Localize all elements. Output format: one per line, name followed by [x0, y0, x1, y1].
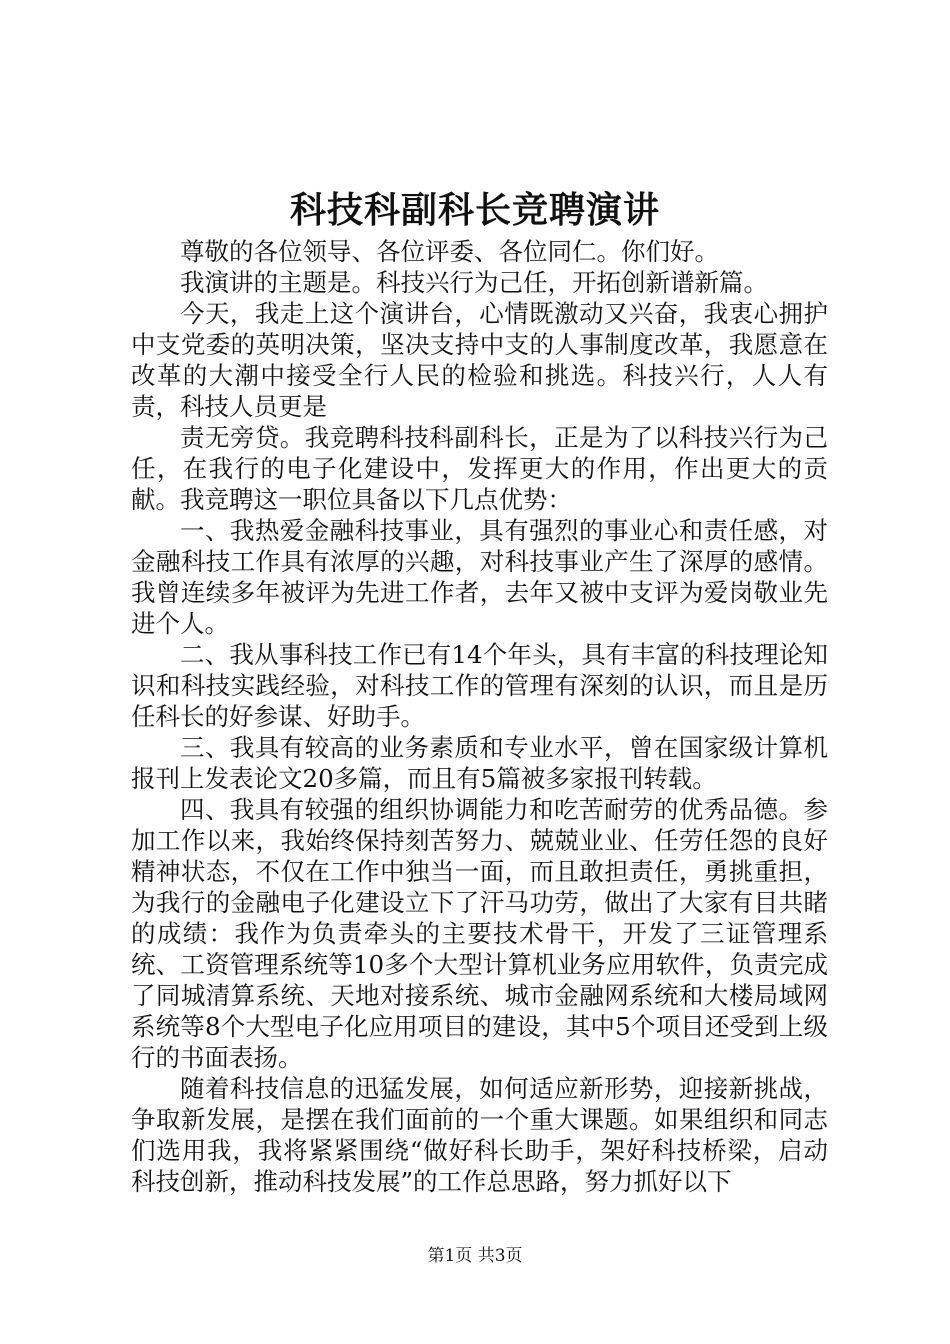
document-title: 科技科副科长竞聘演讲: [289, 189, 660, 231]
paragraph-intro: 今天，我走上这个演讲台，心情既激动又兴奋，我衷心拥护中支党委的英明决策，坚决支持中支的人事制度改革，我愿意在改革的大潮中接受全行人民的检验和挑选。科技兴行，人人有责，科技人员更是: [131, 299, 828, 421]
paragraph-theme: 我演讲的主题是。科技兴行为己任，开拓创新谱新篇。: [180, 268, 768, 297]
paragraph-advantage-1: 一、我热爱金融科技事业，具有强烈的事业心和责任感，对金融科技工作具有浓厚的兴趣，对科技事业产生了深厚的感情。我曾连续多年被评为先进工作者，去年又被中支评为爱岗敬业先进个人。: [131, 516, 828, 638]
paragraph-purpose: 责无旁贷。我竞聘科技科副科长，正是为了以科技兴行为己任，在我行的电子化建设中，发挥更大的作用，作出更大的贡献。我竞聘这一职位具备以下几点优势：: [131, 423, 828, 514]
document-body: [131, 236, 828, 1197]
paragraph-plan: 随着科技信息的迅猛发展，如何适应新形势，迎接新挑战，争取新发展，是摆在我们面前的一个重大课题。如果组织和同志们选用我，我将紧紧围绕“做好科长助手，架好科技桥梁，启动科技创新，推动科技发展”的工作总思路，努力抓好以下: [131, 1074, 828, 1196]
paragraph-advantage-4: 四、我具有较强的组织协调能力和吃苦耐劳的优秀品德。参加工作以来，我始终保持刻苦努力、兢兢业业、任劳任怨的良好精神状态，不仅在工作中独当一面，而且敢担责任，勇挑重担，为我行的金融电子化建设立下了汗马功劳，做出了大家有目共睹的成绩：我作为负责牵头的主要技术骨干，开发了三证管理系统、工资管理系统等10多个大型计算机业务应用软件，负责完成了同城清算系统、天地对接系统、城市金融网系统和大楼局域网系统等8个大型电子化应用项目的建设，其中5个项目还受到上级行的书面表扬。: [131, 795, 828, 1072]
paragraph-advantage-2: 二、我从事科技工作已有14个年头，具有丰富的科技理论知识和科技实践经验，对科技工作的管理有深刻的认识，而且是历任科长的好参谋、好助手。: [131, 640, 828, 731]
page-number-footer: 第1页 共3页: [427, 1246, 523, 1266]
paragraph-greeting: 尊敬的各位领导、各位评委、各位同仁。你们好。: [180, 237, 719, 266]
paragraph-advantage-3: 三、我具有较高的业务素质和专业水平，曾在国家级计算机报刊上发表论文20多篇，而且有5篇被多家报刊转载。: [131, 733, 828, 793]
